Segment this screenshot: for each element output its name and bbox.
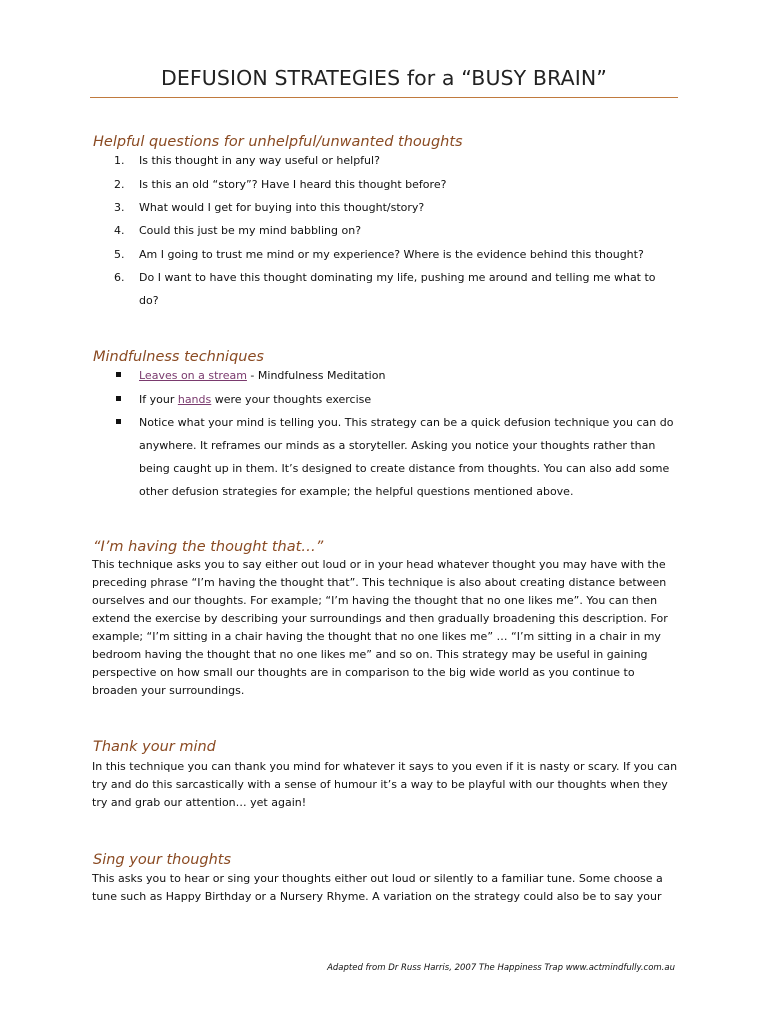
- list-text: were your thoughts exercise: [211, 393, 372, 406]
- list-number: 2.: [114, 178, 125, 191]
- list-text: Notice what your mind is telling you. This strategy can be a quick defusion technique you can do anywhere. It reframes our minds as a storyteller. Asking you notice your thoughts rather than being caught up in them. It’s designed to create distance from thoughts. You can also add some other defusion strategies for example; the helpful questions mentioned above.: [139, 416, 674, 498]
- having-the-thought-paragraph: This technique asks you to say either out loud or in your head whatever thought you may have with the preceding phrase “I’m having the thought that”. This technique is also about creating distance between ourselves and our thoughts. For example; “I’m having the thought that no one likes me”. You can then extend the exercise by describing your surroundings and then gradually broadening this description. For example; “I’m sitting in a chair having the thought that no one likes me” … “I’m sitting in a chair in my bedroom having the thought that no one likes me” and so on. This strategy may be useful in gaining perspective on how small our thoughts are in comparison to the big wide world as you continue to broaden your surroundings.: [92, 558, 668, 697]
- title-divider: [90, 97, 678, 98]
- list-text: If your: [139, 393, 178, 406]
- section-heading-thank-your-mind: Thank your mind: [93, 739, 216, 755]
- footer-citation: Adapted from Dr Russ Harris, 2007 The Happiness Trap www.actmindfully.com.au: [327, 963, 675, 973]
- list-number: 1.: [114, 154, 125, 167]
- list-text: - Mindfulness Meditation: [246, 369, 386, 382]
- bullet-icon: [116, 372, 121, 377]
- sing-your-thoughts-paragraph: This asks you to hear or sing your thoughts either out loud or silently to a familiar tune. Some choose a tune such as Happy Birthday or a Nursery Rhyme. A variation on the strategy could also be to say your: [92, 872, 663, 903]
- list-number: 3.: [114, 201, 125, 214]
- thank-your-mind-paragraph: In this technique you can thank you mind for whatever it says to you even if it is nasty or scary. If you can try and do this sarcastically with a sense of humour it’s a way to be playful with our thoughts when they try and grab our attention… yet again!: [92, 760, 678, 809]
- bullet-icon: [116, 419, 121, 424]
- section-heading-mindfulness: Mindfulness techniques: [93, 349, 264, 365]
- list-text: Is this thought in any way useful or helpful?: [139, 154, 380, 167]
- section-heading-helpful-questions: Helpful questions for unhelpful/unwanted thoughts: [93, 134, 463, 150]
- list-number: 4.: [114, 224, 125, 237]
- leaves-on-a-stream-link[interactable]: Leaves on a stream: [139, 369, 247, 382]
- list-number: 6.: [114, 271, 125, 284]
- list-text: Could this just be my mind babbling on?: [139, 224, 362, 237]
- list-text: Am I going to trust me mind or my experience? Where is the evidence behind this thought?: [139, 248, 644, 261]
- page-title: DEFUSION STRATEGIES for a “BUSY BRAIN”: [160, 66, 608, 90]
- bullet-icon: [116, 396, 121, 401]
- list-text: What would I get for buying into this thought/story?: [139, 201, 425, 214]
- section-heading-sing-your-thoughts: Sing your thoughts: [93, 852, 232, 868]
- list-number: 5.: [114, 248, 125, 261]
- section-heading-having-the-thought: “I’m having the thought that…”: [93, 539, 324, 555]
- list-text: Do I want to have this thought dominating my life, pushing me around and telling me what to do?: [139, 271, 656, 307]
- list-text: Is this an old “story”? Have I heard this thought before?: [139, 178, 447, 191]
- hands-link[interactable]: hands: [177, 393, 212, 406]
